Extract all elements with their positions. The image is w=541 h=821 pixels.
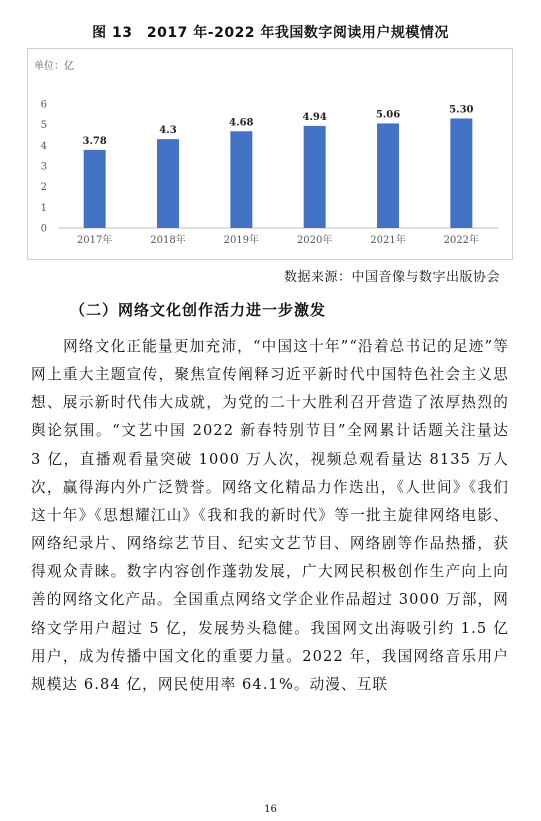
chart-canvas xyxy=(28,49,512,259)
data-label: 5.06 xyxy=(375,109,401,121)
section-heading: （二）网络文化创作活力进一步激发 xyxy=(70,301,327,319)
bar-chart xyxy=(27,48,513,260)
data-label: 3.78 xyxy=(82,135,107,147)
x-tick-label: 2021年 xyxy=(370,235,406,246)
data-label: 4.68 xyxy=(229,117,254,129)
y-axis-unit-label: 单位：亿 xyxy=(34,61,74,72)
page-number: 16 xyxy=(264,804,277,815)
bar-2021年 xyxy=(377,123,399,228)
y-tick-label: 6 xyxy=(40,99,47,111)
y-tick-label: 1 xyxy=(40,202,47,214)
data-label: 5.30 xyxy=(449,104,474,116)
y-tick-label: 3 xyxy=(40,161,47,173)
bar-2018年 xyxy=(157,139,179,228)
x-tick-label: 2022年 xyxy=(443,235,480,246)
x-tick-label: 2020年 xyxy=(296,235,333,246)
y-tick-label: 4 xyxy=(40,140,47,152)
x-tick-label: 2018年 xyxy=(150,235,186,246)
bar-2019年 xyxy=(230,131,252,228)
data-label: 4.3 xyxy=(159,125,177,137)
y-tick-label: 0 xyxy=(40,223,47,235)
bar-2017年 xyxy=(84,150,106,228)
data-source-note: 数据来源：中国音像与数字出版协会 xyxy=(283,270,500,285)
bar-2020年 xyxy=(304,126,326,228)
x-tick-label: 2019年 xyxy=(223,235,260,246)
y-tick-label: 5 xyxy=(40,120,47,132)
data-label: 4.94 xyxy=(302,111,327,123)
x-tick-label: 2017年 xyxy=(76,235,113,246)
y-tick-label: 2 xyxy=(40,182,47,194)
figure-title: 图 13 2017 年-2022 年我国数字阅读用户规模情况 xyxy=(92,25,449,41)
body-paragraph: 网络文化正能量更加充沛，“中国这十年”“沿着总书记的足迹”等网上重大主题宣传，聚焦宣传阐释习近平新时代中国特色社会主义思想、展示新时代伟大成就，为党的二十大胜利召开营造了浓厚热烈的舆论氛围。“文艺中国 2022 新春特别节目”全网累计话题关注量达 3 亿，直播观看量突破 1000 万人次，视频总观看量达 8135 万人次，赢得海内外广泛赞誉。网络文化精品力作迭出，《人世间》《我们这十年》《思想耀江山》《我和我的新时代》等一批主旋律网络电影、网络纪录片、网络综艺节目、纪实文艺节目、网络剧等作品热播，获得观众青睐。数字内容创作蓬勃发展，广大网民积极创作生产向上向善的网络文化产品。全国重点网络文学企业作品超过 3000 万部，网络文学用户超过 5 亿，发展势头稳健。我国网文出海吸引约 1.5 亿用户，成为传播中国文化的重要力量。2022 年，我国网络音乐用户规模达 6.84 亿，网民使用率 64.1%。动漫、互联 xyxy=(31,338,509,693)
bar-2022年 xyxy=(450,118,472,228)
